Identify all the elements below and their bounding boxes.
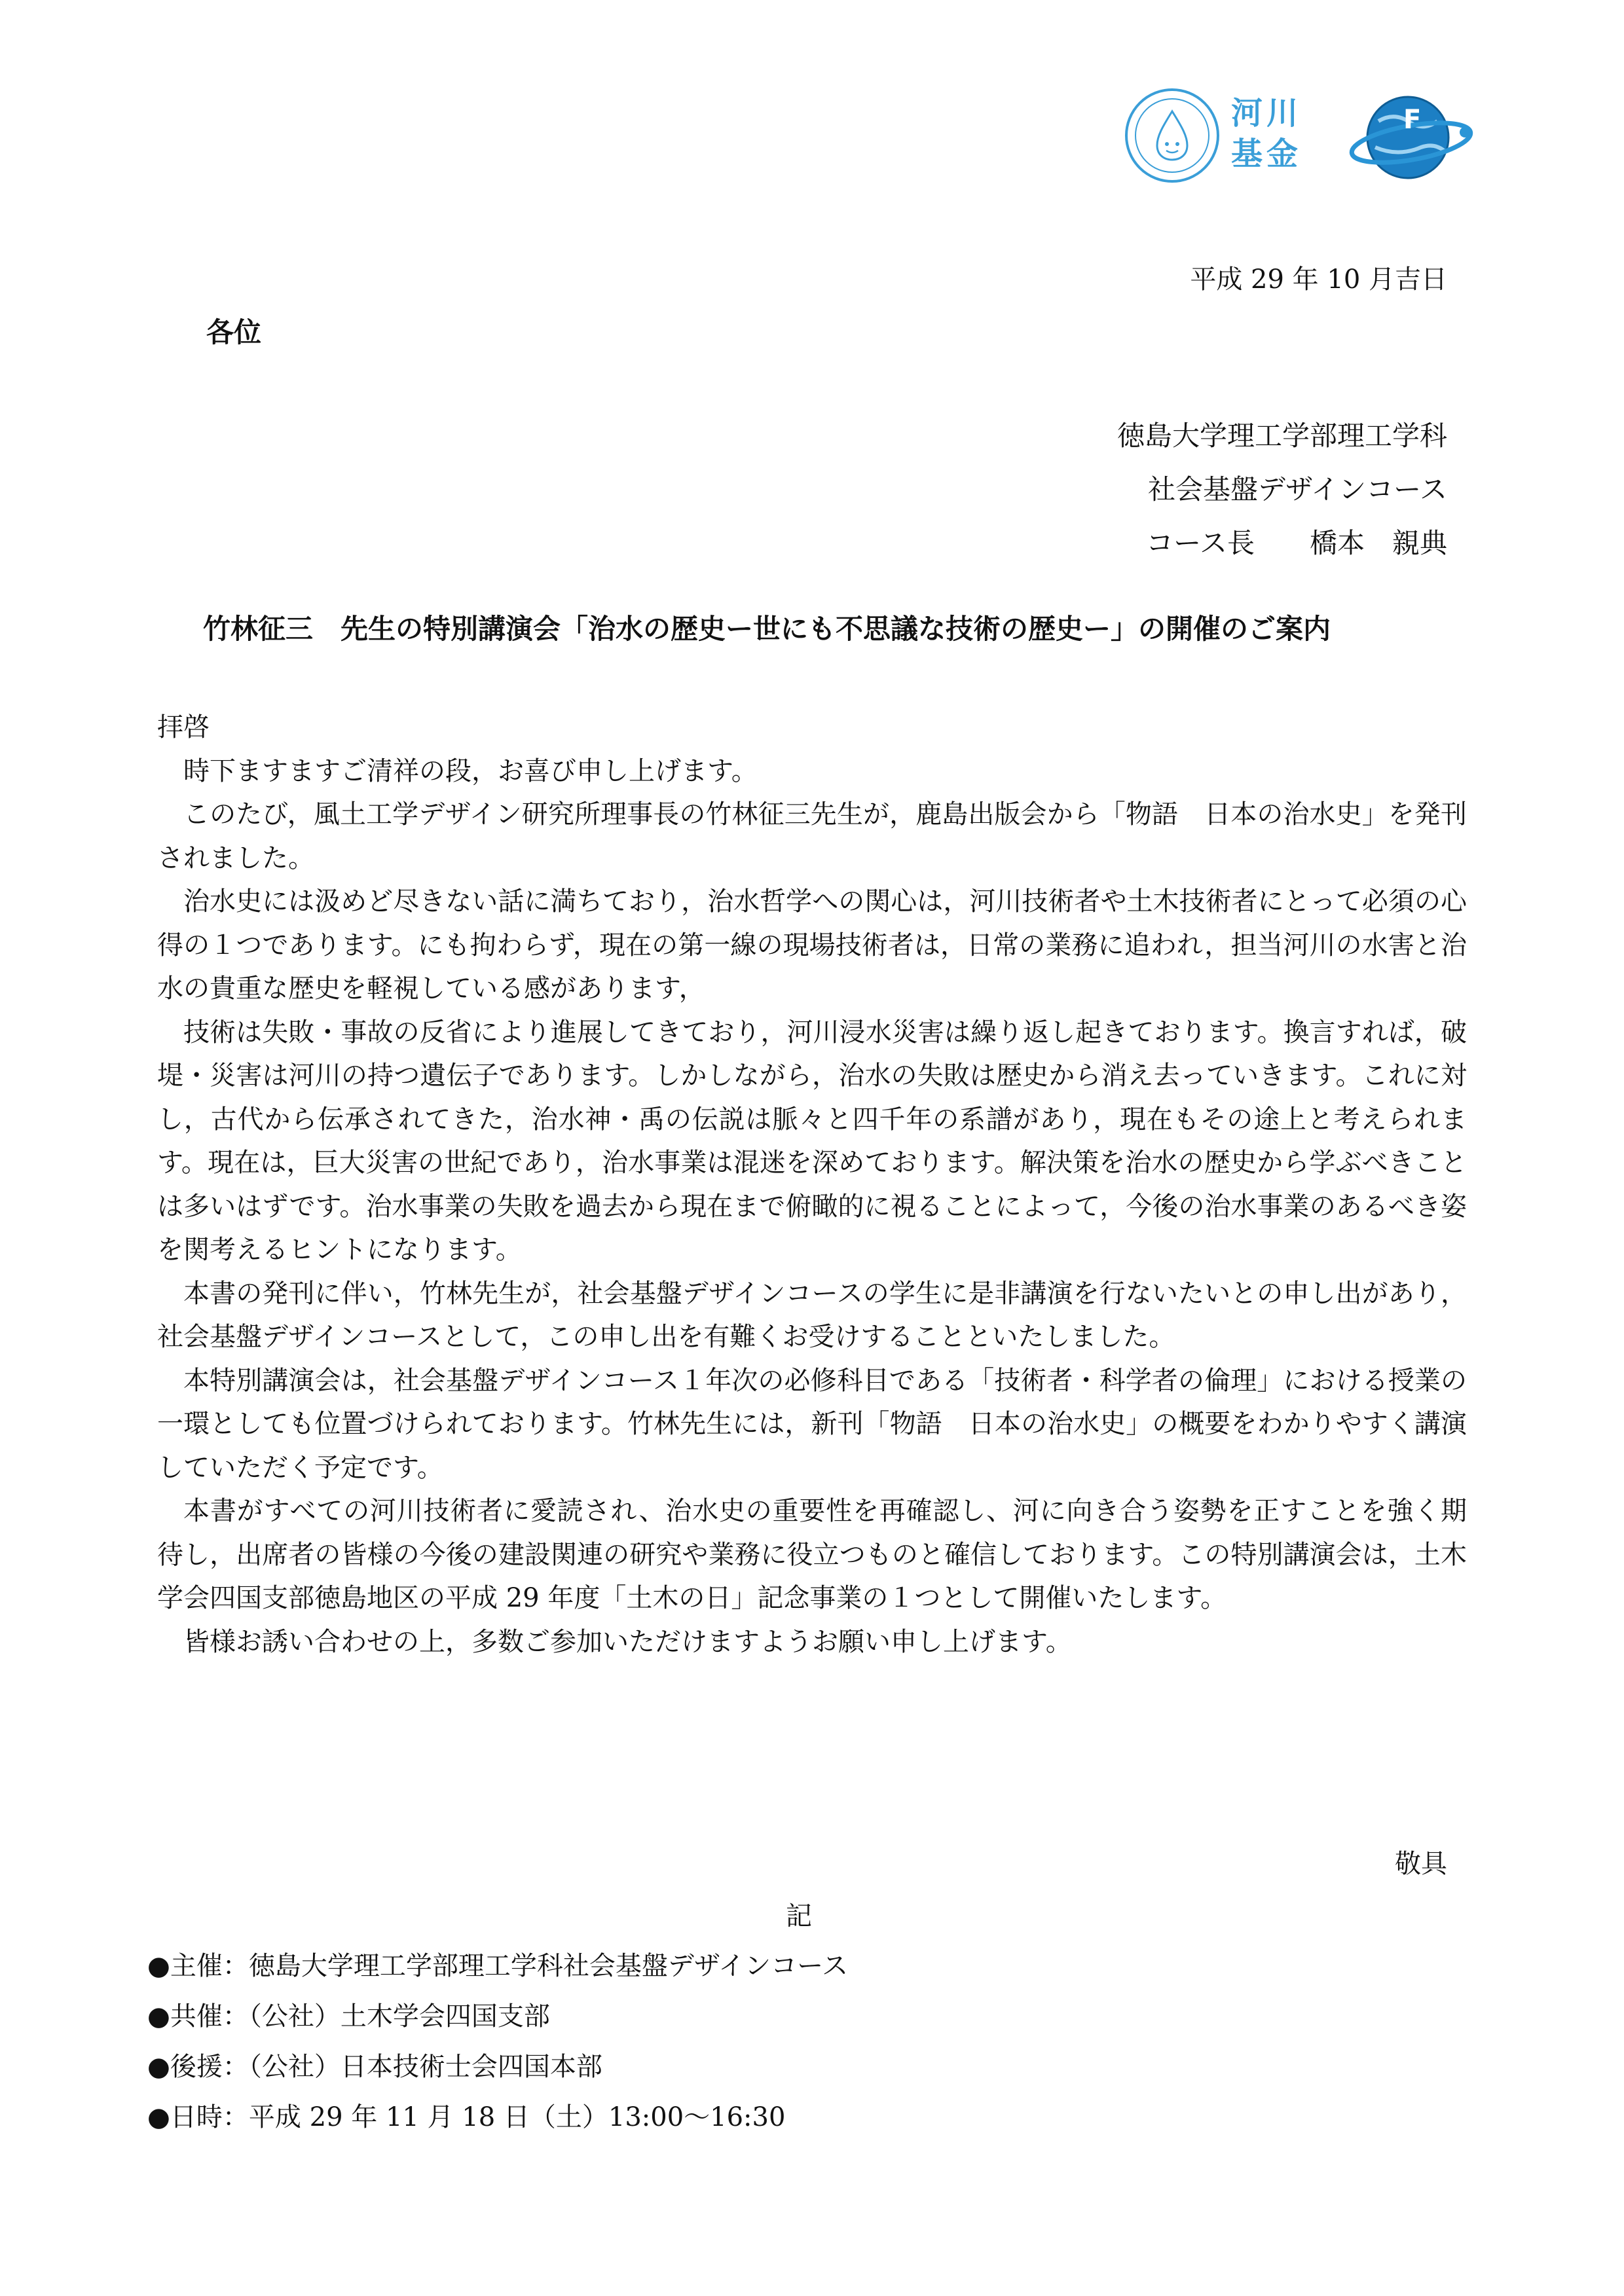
body-paragraph: 本特別講演会は，社会基盤デザインコース１年次の必修科目である「技術者・科学者の倫理」における授業の一環としても位置づけられております。竹林先生には，新刊「物語 日本の治水史」の概要をわかりやすく講演していただく予定です。 [157,1365,1467,1483]
body-paragraph: 本書の発刊に伴い，竹林先生が，社会基盤デザインコースの学生に是非講演を行ないたいとの申し出があり，社会基盤デザインコースとして，この申し出を有難くお受けすることといたしました。 [157,1278,1467,1352]
event-details-list [147,1941,848,2143]
event-detail-cosponsor: ●共催：（公社）土木学会四国支部 [147,2001,550,2032]
svg-text:F: F [1403,105,1422,135]
document-date: 平成 29 年 10 月吉日 [1190,264,1447,295]
event-detail-datetime: ●日時：平成 29 年 11 月 18 日（土）13:00～16:30 [147,2102,786,2132]
body-paragraph: 技術は失敗・事故の反省により進展してきており，河川浸水災害は繰り返し起きております。換言すれば，破堤・災害は河川の持つ遺伝子であります。しかしながら，治水の失敗は歴史から消え去っていきます。これに対し，古代から伝承されてきた，治水神・禹の伝説は脈々と四千年の系譜があり，現在もその途上と考えられます。現在は，巨大災害の世紀であり，治水事業は混迷を深めております。解決策を治水の歴史から学ぶべきことは多いはずです。治水事業の失敗を過去から現在まで俯瞰的に視ることによって，今後の治水事業のあるべき姿を関考えるヒントになります。 [157,1017,1467,1265]
globe-logo-icon [1346,85,1477,190]
sender-block [1117,409,1447,570]
logo-text-line2: 基金 [1231,136,1302,172]
body-paragraph: 本書がすべての河川技術者に愛読され、治水史の重要性を再確認し、河に向き合う姿勢を正すことを強く期待し，出席者の皆様の今後の建設関連の研究や業務に役立つものと確信しております。この特別講演会は，土木学会四国支部徳島地区の平成 29 年度「土木の日」記念事業の１つとして開催いたします。 [157,1496,1467,1613]
sender-name: コース長 橋本 親典 [1146,527,1447,559]
sender-course: 社会基盤デザインコース [1148,473,1447,505]
logo-area [1123,79,1477,193]
addressee: 各位 [206,316,262,348]
sender-organization: 徳島大学理工学部理工学科 [1116,420,1447,452]
notes-heading: 記 [786,1901,812,1931]
water-drop-seal-icon [1123,86,1221,185]
kasen-kikin-logo-text [1231,93,1323,174]
body-paragraph: 治水史には汲めど尽きない話に満ちており，治水哲学への関心は，河川技術者や土木技術者にとって必須の心得の１つであります。にも拘わらず，現在の第一線の現場技術者は，日常の業務に追われ，担当河川の水害と治水の貴重な歴史を軽視している感があります， [157,886,1467,1004]
event-detail-organizer: ●主催：徳島大学理工学部理工学科社会基盤デザインコース [147,1951,849,1981]
document-title: 竹林征三 先生の特別講演会「治水の歴史ー世にも不思議な技術の歴史ー」の開催のご案内 [203,613,1331,645]
body-paragraph: このたび，風土工学デザイン研究所理事長の竹林征三先生が，鹿島出版会から「物語 日本の治水史」を発刊されました。 [157,799,1467,873]
body-paragraph: 時下ますますご清祥の段，お喜び申し上げます。 [183,756,758,786]
closing-salutation: 敬具 [1395,1849,1447,1879]
opening-salutation: 拝啓 [157,712,210,742]
letter-body [157,706,1467,1664]
body-paragraph: 皆様お誘い合わせの上，多数ご参加いただけますようお願い申し上げます。 [183,1626,1072,1657]
logo-text-line1: 河川 [1231,95,1302,132]
event-detail-supporter: ●後援：（公社）日本技術士会四国本部 [147,2052,602,2082]
